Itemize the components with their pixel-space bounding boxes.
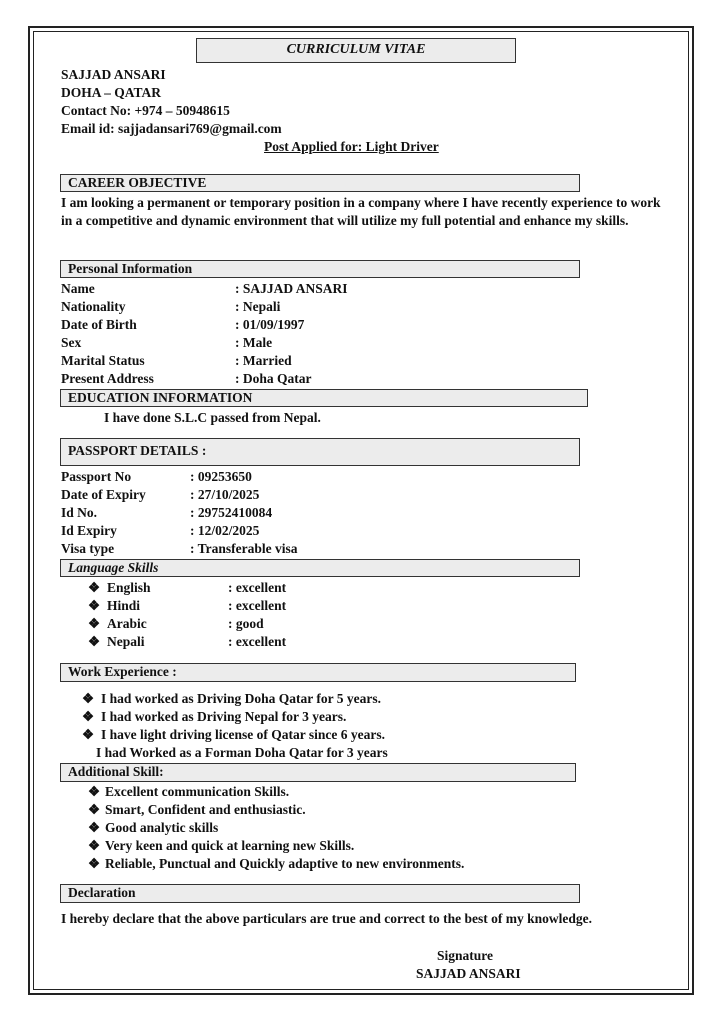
language-english-level: : excellent (228, 580, 287, 595)
language-english: English (107, 580, 151, 595)
section-education: EDUCATION INFORMATION (60, 389, 588, 407)
career-objective-text: I am looking a permanent or temporary position in a company where I have recently experience to work in a competitive and dynamic environment that will utilize my full potential and enhance my skills. (61, 195, 661, 228)
language-bullet-icon: ❖ (88, 598, 101, 613)
language-bullet-icon: ❖ (88, 580, 101, 595)
section-declaration: Declaration (60, 884, 580, 903)
section-personal-information: Personal Information (60, 260, 580, 278)
language-hindi-level: : excellent (228, 598, 287, 613)
education-text: I have done S.L.C passed from Nepal. (104, 410, 321, 425)
section-work-experience: Work Experience : (60, 663, 576, 682)
label-passport-no: Passport No (61, 469, 132, 484)
language-nepali-level: : excellent (228, 634, 287, 649)
section-career-objective: CAREER OBJECTIVE (60, 174, 580, 192)
label-name: Name (61, 281, 95, 296)
skill-bullet-icon: ❖ (88, 784, 101, 799)
label-marital-status: Marital Status (61, 353, 145, 368)
signature-label: Signature (437, 948, 494, 963)
value-date-of-expiry: : 27/10/2025 (190, 487, 260, 502)
skill-bullet-icon: ❖ (88, 820, 101, 835)
value-passport-no: : 09253650 (190, 469, 252, 484)
applicant-location: DOHA – QATAR (61, 85, 162, 100)
skill-bullet-icon: ❖ (88, 838, 101, 853)
section-additional-skill: Additional Skill: (60, 763, 576, 782)
value-nationality: : Nepali (235, 299, 281, 314)
label-date-of-expiry: Date of Expiry (61, 487, 146, 502)
label-present-address: Present Address (61, 371, 154, 386)
work-item-extra: I had Worked as a Forman Doha Qatar for 3 years (96, 745, 388, 760)
skill-item: Good analytic skills (105, 820, 219, 835)
post-applied: Post Applied for: Light Driver (264, 139, 439, 154)
label-dob: Date of Birth (61, 317, 137, 332)
language-bullet-icon: ❖ (88, 616, 101, 631)
declaration-text: I hereby declare that the above particulars are true and correct to the best of my knowledge. (61, 911, 593, 926)
work-bullet-icon: ❖ (82, 727, 95, 742)
skill-bullet-icon: ❖ (88, 856, 101, 871)
language-hindi: Hindi (107, 598, 141, 613)
signature-name: SAJJAD ANSARI (416, 966, 521, 981)
section-language-skills: Language Skills (60, 559, 580, 577)
work-item: I have light driving license of Qatar since 6 years. (101, 727, 385, 742)
value-present-address: : Doha Qatar (235, 371, 312, 386)
language-bullet-icon: ❖ (88, 634, 101, 649)
value-id-no: : 29752410084 (190, 505, 273, 520)
section-passport-details: PASSPORT DETAILS : (60, 438, 580, 466)
contact-number: Contact No: +974 – 50948615 (61, 103, 230, 118)
value-marital-status: : Married (235, 353, 292, 368)
value-dob: : 01/09/1997 (235, 317, 305, 332)
work-item: I had worked as Driving Doha Qatar for 5 years. (101, 691, 382, 706)
label-id-expiry: Id Expiry (61, 523, 117, 538)
label-sex: Sex (61, 335, 82, 350)
work-bullet-icon: ❖ (82, 709, 95, 724)
email-address: Email id: sajjadansari769@gmail.com (61, 121, 282, 136)
value-sex: : Male (235, 335, 273, 350)
skill-item: Very keen and quick at learning new Skills. (105, 838, 355, 853)
value-name: : SAJJAD ANSARI (235, 281, 348, 296)
value-visa-type: : Transferable visa (190, 541, 298, 556)
label-id-no: Id No. (61, 505, 98, 520)
language-arabic-level: : good (228, 616, 264, 631)
work-item: I had worked as Driving Nepal for 3 years. (101, 709, 347, 724)
work-bullet-icon: ❖ (82, 691, 95, 706)
value-id-expiry: : 12/02/2025 (190, 523, 260, 538)
skill-bullet-icon: ❖ (88, 802, 101, 817)
skill-item: Smart, Confident and enthusiastic. (105, 802, 306, 817)
label-nationality: Nationality (61, 299, 126, 314)
document-title: CURRICULUM VITAE (196, 38, 516, 63)
language-nepali: Nepali (107, 634, 145, 649)
skill-item: Reliable, Punctual and Quickly adaptive to new environments. (105, 856, 465, 871)
label-visa-type: Visa type (61, 541, 115, 556)
language-arabic: Arabic (107, 616, 147, 631)
skill-item: Excellent communication Skills. (105, 784, 290, 799)
applicant-name: SAJJAD ANSARI (61, 67, 166, 82)
